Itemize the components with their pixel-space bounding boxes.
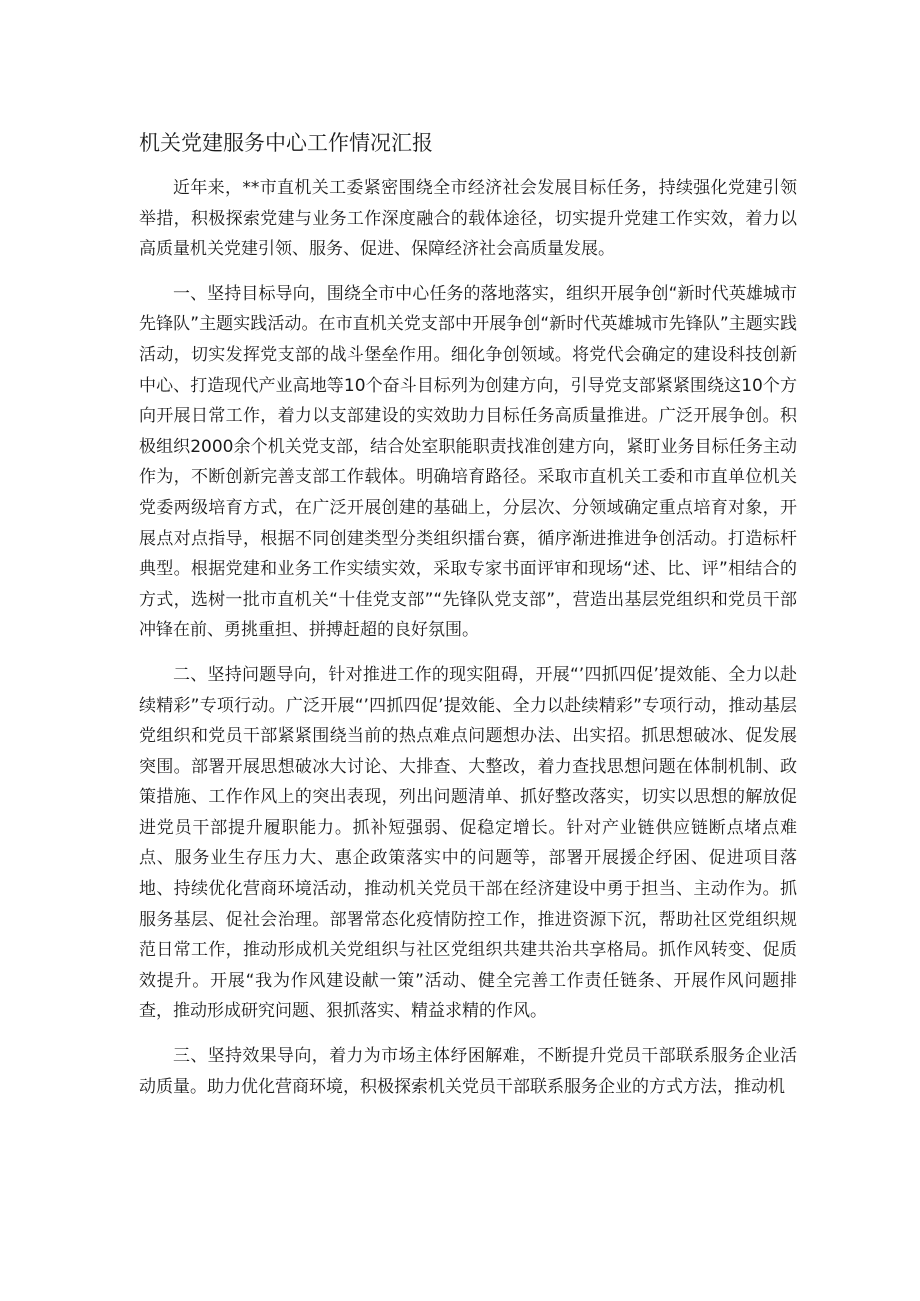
paragraph-section-2: 二、坚持问题导向，针对推进工作的现实阻碍，开展“’四抓四促’提效能、全力以赴续精彩”专项行动。广泛开展“’四抓四促’提效能、全力以赴续精彩”专项行动，推动基层党组织和党员干部紧紧围绕当前的热点难点问题想办法、出实招。抓思想破冰、促发展突围。部署开展思想破冰大讨论、大排查、大整改，着力查找思想问题在体制机制、政策措施、工作作风上的突出表现，列出问题清单、抓好整改落实，切实以思想的解放促进党员干部提升履职能力。抓补短强弱、促稳定增长。针对产业链供应链断点堵点难点、服务业生存压力大、惠企政策落实中的问题等，部署开展援企纾困、促进项目落地、持续优化营商环境活动，推动机关党员干部在经济建设中勇于担当、主动作为。抓服务基层、促社会治理。部署常态化疫情防控工作，推进资源下沉，帮助社区党组织规范日常工作，推动形成机关党组织与社区党组织共建共治共享格局。抓作风转变、促质效提升。开展“我为作风建设献一策”活动、健全完善工作责任链条、开展作风问题排查，推动形成研究问题、狠抓落实、精益求精的作风。 xyxy=(139,664,797,1022)
paragraph-section-1: 一、坚持目标导向，围绕全市中心任务的落地落实，组织开展争创“新时代英雄城市先锋队”主题实践活动。在市直机关党支部中开展争创“新时代英雄城市先锋队”主题实践活动，切实发挥党支部的战斗堡垒作用。细化争创领域。将党代会确定的建设科技创新中心、打造现代产业高地等10个奋斗目标列为创建方向，引导党支部紧紧围绕这10个方向开展日常工作，着力以支部建设的实效助力目标任务高质量推进。广泛开展争创。积极组织2000余个机关党支部，结合处室职能职责找准创建方向，紧盯业务目标任务主动作为，不断创新完善支部工作载体。明确培育路径。采取市直机关工委和市直单位机关党委两级培育方式，在广泛开展创建的基础上，分层次、分领域确定重点培育对象，开展点对点指导，根据不同创建类型分类组织擂台赛，循序渐进推进争创活动。打造标杆典型。根据党建和业务工作实绩实效，采取专家书面评审和现场“述、比、评”相结合的方式，选树一批市直机关“十佳党支部”“先锋队党支部”，营造出基层党组织和党员干部冲锋在前、勇挑重担、拼搏赶超的良好氛围。 xyxy=(139,283,797,641)
document-body xyxy=(139,173,797,1116)
document-title: 机关党建服务中心工作情况汇报 xyxy=(139,131,433,155)
paragraph-section-3: 三、坚持效果导向，着力为市场主体纾困解难，不断提升党员干部联系服务企业活动质量。助力优化营商环境，积极探索机关党员干部联系服务企业的方式方法，推动机 xyxy=(139,1046,797,1097)
paragraph-intro: 近年来，**市直机关工委紧密围绕全市经济社会发展目标任务，持续强化党建引领举措，积极探索党建与业务工作深度融合的载体途径，切实提升党建工作实效，着力以高质量机关党建引领、服务、促进、保障经济社会高质量发展。 xyxy=(139,178,797,260)
